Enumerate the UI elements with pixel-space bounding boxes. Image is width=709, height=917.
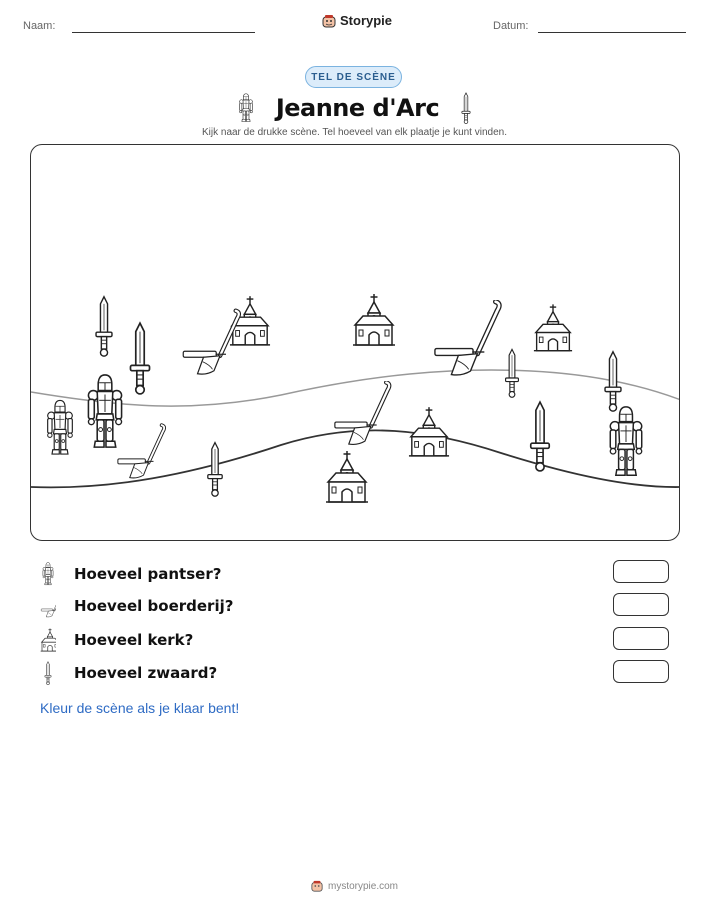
question-text: Hoeveel pantser?	[74, 565, 222, 583]
plow-icon	[335, 382, 389, 444]
back-hill-line	[31, 370, 680, 406]
armor-icon	[610, 407, 641, 475]
sword-icon	[40, 661, 56, 685]
answer-box-armor[interactable]	[613, 560, 669, 583]
sword-icon	[461, 92, 471, 124]
church-icon	[40, 628, 56, 652]
counting-scene	[30, 144, 680, 541]
question-row-church	[40, 627, 193, 653]
footer	[0, 880, 709, 892]
date-label: Datum:	[493, 20, 529, 32]
question-text: Hoeveel boerderij?	[74, 597, 234, 615]
church-icon	[409, 407, 449, 456]
title-row	[0, 92, 709, 124]
activity-badge: TEL DE SCÈNE	[305, 66, 402, 88]
name-label: Naam:	[23, 20, 56, 32]
date-field-line[interactable]	[538, 32, 686, 33]
instructions: Kijk naar de drukke scène. Tel hoeveel van elk plaatje je kunt vinden.	[201, 127, 507, 138]
question-row-plow	[40, 593, 233, 619]
sword-icon	[96, 297, 112, 356]
plow-icon	[118, 425, 164, 478]
scene-canvas	[31, 145, 680, 541]
question-text: Hoeveel kerk?	[74, 631, 194, 649]
church-icon	[326, 451, 368, 502]
plow-icon	[435, 302, 499, 375]
footer-url[interactable]: mystorypie.com	[327, 880, 398, 892]
armor-icon	[88, 375, 121, 447]
name-field-line[interactable]	[72, 32, 255, 33]
church-icon	[353, 294, 395, 345]
question-row-armor	[40, 561, 221, 587]
sword-icon	[208, 443, 222, 497]
plow-icon	[183, 311, 239, 374]
brand-logo	[322, 13, 392, 28]
answer-box-plow[interactable]	[613, 593, 669, 616]
answer-box-church[interactable]	[613, 627, 669, 650]
sword-icon	[130, 323, 149, 394]
brand-name: Storypie	[340, 13, 393, 28]
sword-icon	[531, 402, 550, 471]
armor-icon	[48, 400, 73, 454]
color-instruction: Kleur de scène als je klaar bent!	[40, 700, 240, 716]
church-icon	[534, 304, 572, 350]
question-row-sword	[40, 660, 217, 686]
armor-icon	[40, 562, 56, 586]
storypie-logo-icon	[311, 880, 323, 892]
sword-icon	[506, 349, 519, 397]
answer-box-sword[interactable]	[613, 660, 669, 683]
plow-icon	[40, 594, 56, 618]
page-title: Jeanne d'Arc	[275, 94, 440, 122]
storypie-logo-icon	[322, 14, 336, 28]
question-text: Hoeveel zwaard?	[74, 664, 218, 682]
armor-icon	[238, 93, 254, 123]
